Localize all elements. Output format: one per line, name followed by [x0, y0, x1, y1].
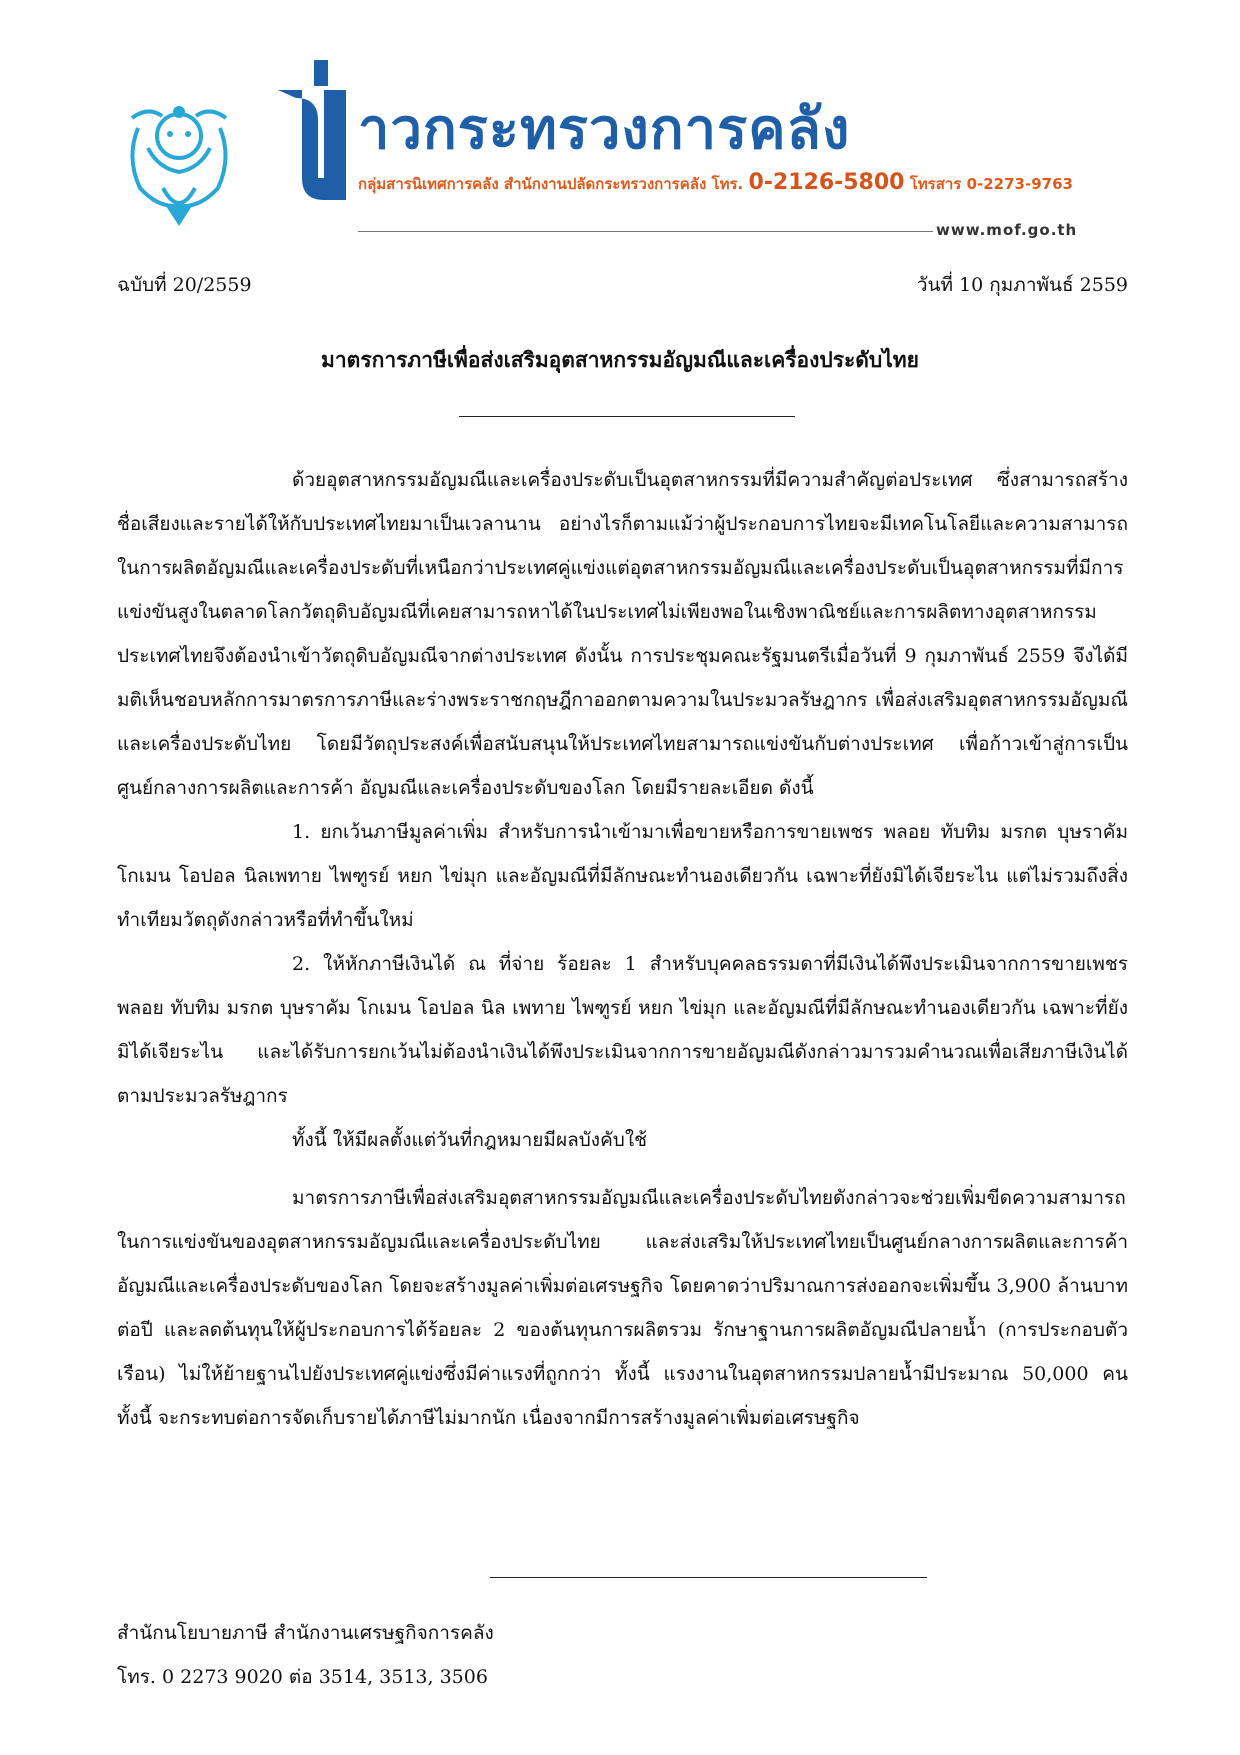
footer-phone: โทร. 0 2273 9020 ต่อ 3514, 3513, 3506	[117, 1666, 488, 1688]
paragraph-measure-1: 1. ยกเว้นภาษีมูลค่าเพิ่ม สำหรับการนำเข้ามาเพื่อขายหรือการขายเพชร พลอย ทับทิม มรกต บุษราคัม โกเมน โอปอล นิลเพทาย ไพฑูรย์ หยก ไข่มุก และอัญมณีที่มีลักษณะทำนองเดียวกัน เฉพาะที่ยังมิได้เจียระไน แต่ไม่รวมถึงสิ่งทำเทียมวัตถุดังกล่าวหรือที่ทำขึ้นใหม่	[117, 821, 1128, 931]
document-body	[117, 458, 1128, 1440]
paragraph-intro: ด้วยอุตสาหกรรมอัญมณีและเครื่องประดับเป็นอุตสาหกรรมที่มีความสำคัญต่อประเทศ ซึ่งสามารถสร้างชื่อเสียงและรายได้ให้กับประเทศไทยมาเป็นเวลานาน อย่างไรก็ตามแม้ว่าผู้ประกอบการไทยจะมีเทคโนโลยีและความสามารถในการผลิตอัญมณีและเครื่องประดับที่เหนือกว่าประเทศคู่แข่งแต่อุตสาหกรรมอัญมณีและเครื่องประดับเป็นอุตสาหกรรมที่มีการแข่งขันสูงในตลาดโลกวัตถุดิบอัญมณีที่เคยสามารถหาได้ในประเทศไม่เพียงพอในเชิงพาณิชย์และการผลิตทางอุตสาหกรรม ประเทศไทยจึงต้องนำเข้าวัตถุดิบอัญมณีจากต่างประเทศ ดังนั้น การประชุมคณะรัฐมนตรีเมื่อวันที่ 9 กุมภาพันธ์ 2559 จึงได้มีมติเห็นชอบหลักการมาตรการภาษีและร่างพระราชกฤษฎีกาออกตามความในประมวลรัษฎากร เพื่อส่งเสริมอุตสาหกรรมอัญมณีและเครื่องประดับไทย โดยมีวัตถุประสงค์เพื่อสนับสนุนให้ประเทศไทยสามารถแข่งขันกับต่างประเทศ เพื่อก้าวเข้าสู่การเป็นศูนย์กลางการผลิตและการค้า อัญมณีและเครื่องประดับของโลก โดยมีรายละเอียด ดังนี้	[117, 469, 1128, 799]
website-link[interactable]: www.mof.go.th	[936, 221, 1078, 239]
brand-title: าวกระทรวงการคลัง	[358, 97, 851, 162]
end-divider	[490, 1577, 927, 1578]
footer-office: สำนักนโยบายภาษี สำนักงานเศรษฐกิจการคลัง	[117, 1622, 494, 1644]
issue-date: วันที่ 10 กุมภาพันธ์ 2559	[916, 274, 1128, 296]
ministry-emblem-icon	[118, 88, 240, 228]
document-title: มาตรการภาษีเพื่อส่งเสริมอุตสาหกรรมอัญมณีและเครื่องประดับไทย	[321, 347, 919, 372]
contact-bar	[358, 170, 1073, 196]
brand-initial-glyph	[272, 60, 352, 220]
paragraph-measure-2: 2. ให้หักภาษีเงินได้ ณ ที่จ่าย ร้อยละ 1 สำหรับบุคคลธรรมดาที่มีเงินได้พึงประเมินจากการขายเพชร พลอย ทับทิม มรกต บุษราคัม โกเมน โอปอล นิล เพทาย ไพฑูรย์ หยก ไข่มุก และอัญมณีที่มีลักษณะทำนองเดียวกัน เฉพาะที่ยังมิได้เจียระไน และได้รับการยกเว้นไม่ต้องนำเงินได้พึงประเมินจากการขายอัญมณีดังกล่าวมารวมคำนวณเพื่อเสียภาษีเงินได้ตามประมวลรัษฎากร	[117, 953, 1128, 1107]
contact-text: กลุ่มสารนิเทศการคลัง สำนักงานปลัดกระทรวงการคลัง โทร.	[358, 175, 744, 193]
paragraph-impact: มาตรการภาษีเพื่อส่งเสริมอุตสาหกรรมอัญมณีและเครื่องประดับไทยดังกล่าวจะช่วยเพิ่มขีดความสามารถในการแข่งขันของอุตสาหกรรมอัญมณีและเครื่องประดับไทย และส่งเสริมให้ประเทศไทยเป็นศูนย์กลางการผลิตและการค้าอัญมณีและเครื่องประดับของโลก โดยจะสร้างมูลค่าเพิ่มต่อเศรษฐกิจ โดยคาดว่าปริมาณการส่งออกจะเพิ่มขึ้น 3,900 ล้านบาทต่อปี และลดต้นทุนให้ผู้ประกอบการได้ร้อยละ 2 ของต้นทุนการผลิตรวม รักษาฐานการผลิตอัญมณีปลายน้ำ (การประกอบตัวเรือน) ไม่ให้ย้ายฐานไปยังประเทศคู่แข่งซึ่งมีค่าแรงที่ถูกกว่า ทั้งนี้ แรงงานในอุตสาหกรรมปลายน้ำมีประมาณ 50,000 คน ทั้งนี้ จะกระทบต่อการจัดเก็บรายได้ภาษีไม่มากนัก เนื่องจากมีการสร้างมูลค่าเพิ่มต่อเศรษฐกิจ	[117, 1187, 1128, 1429]
contact-fax: โทรสาร 0-2273-9763	[909, 175, 1073, 193]
contact-phone: 0-2126-5800	[748, 170, 905, 195]
masthead-divider	[358, 231, 933, 232]
issue-number: ฉบับที่ 20/2559	[117, 274, 252, 296]
paragraph-effective: ทั้งนี้ ให้มีผลตั้งแต่วันที่กฎหมายมีผลบังคับใช้	[292, 1129, 648, 1151]
title-underline	[459, 416, 795, 417]
